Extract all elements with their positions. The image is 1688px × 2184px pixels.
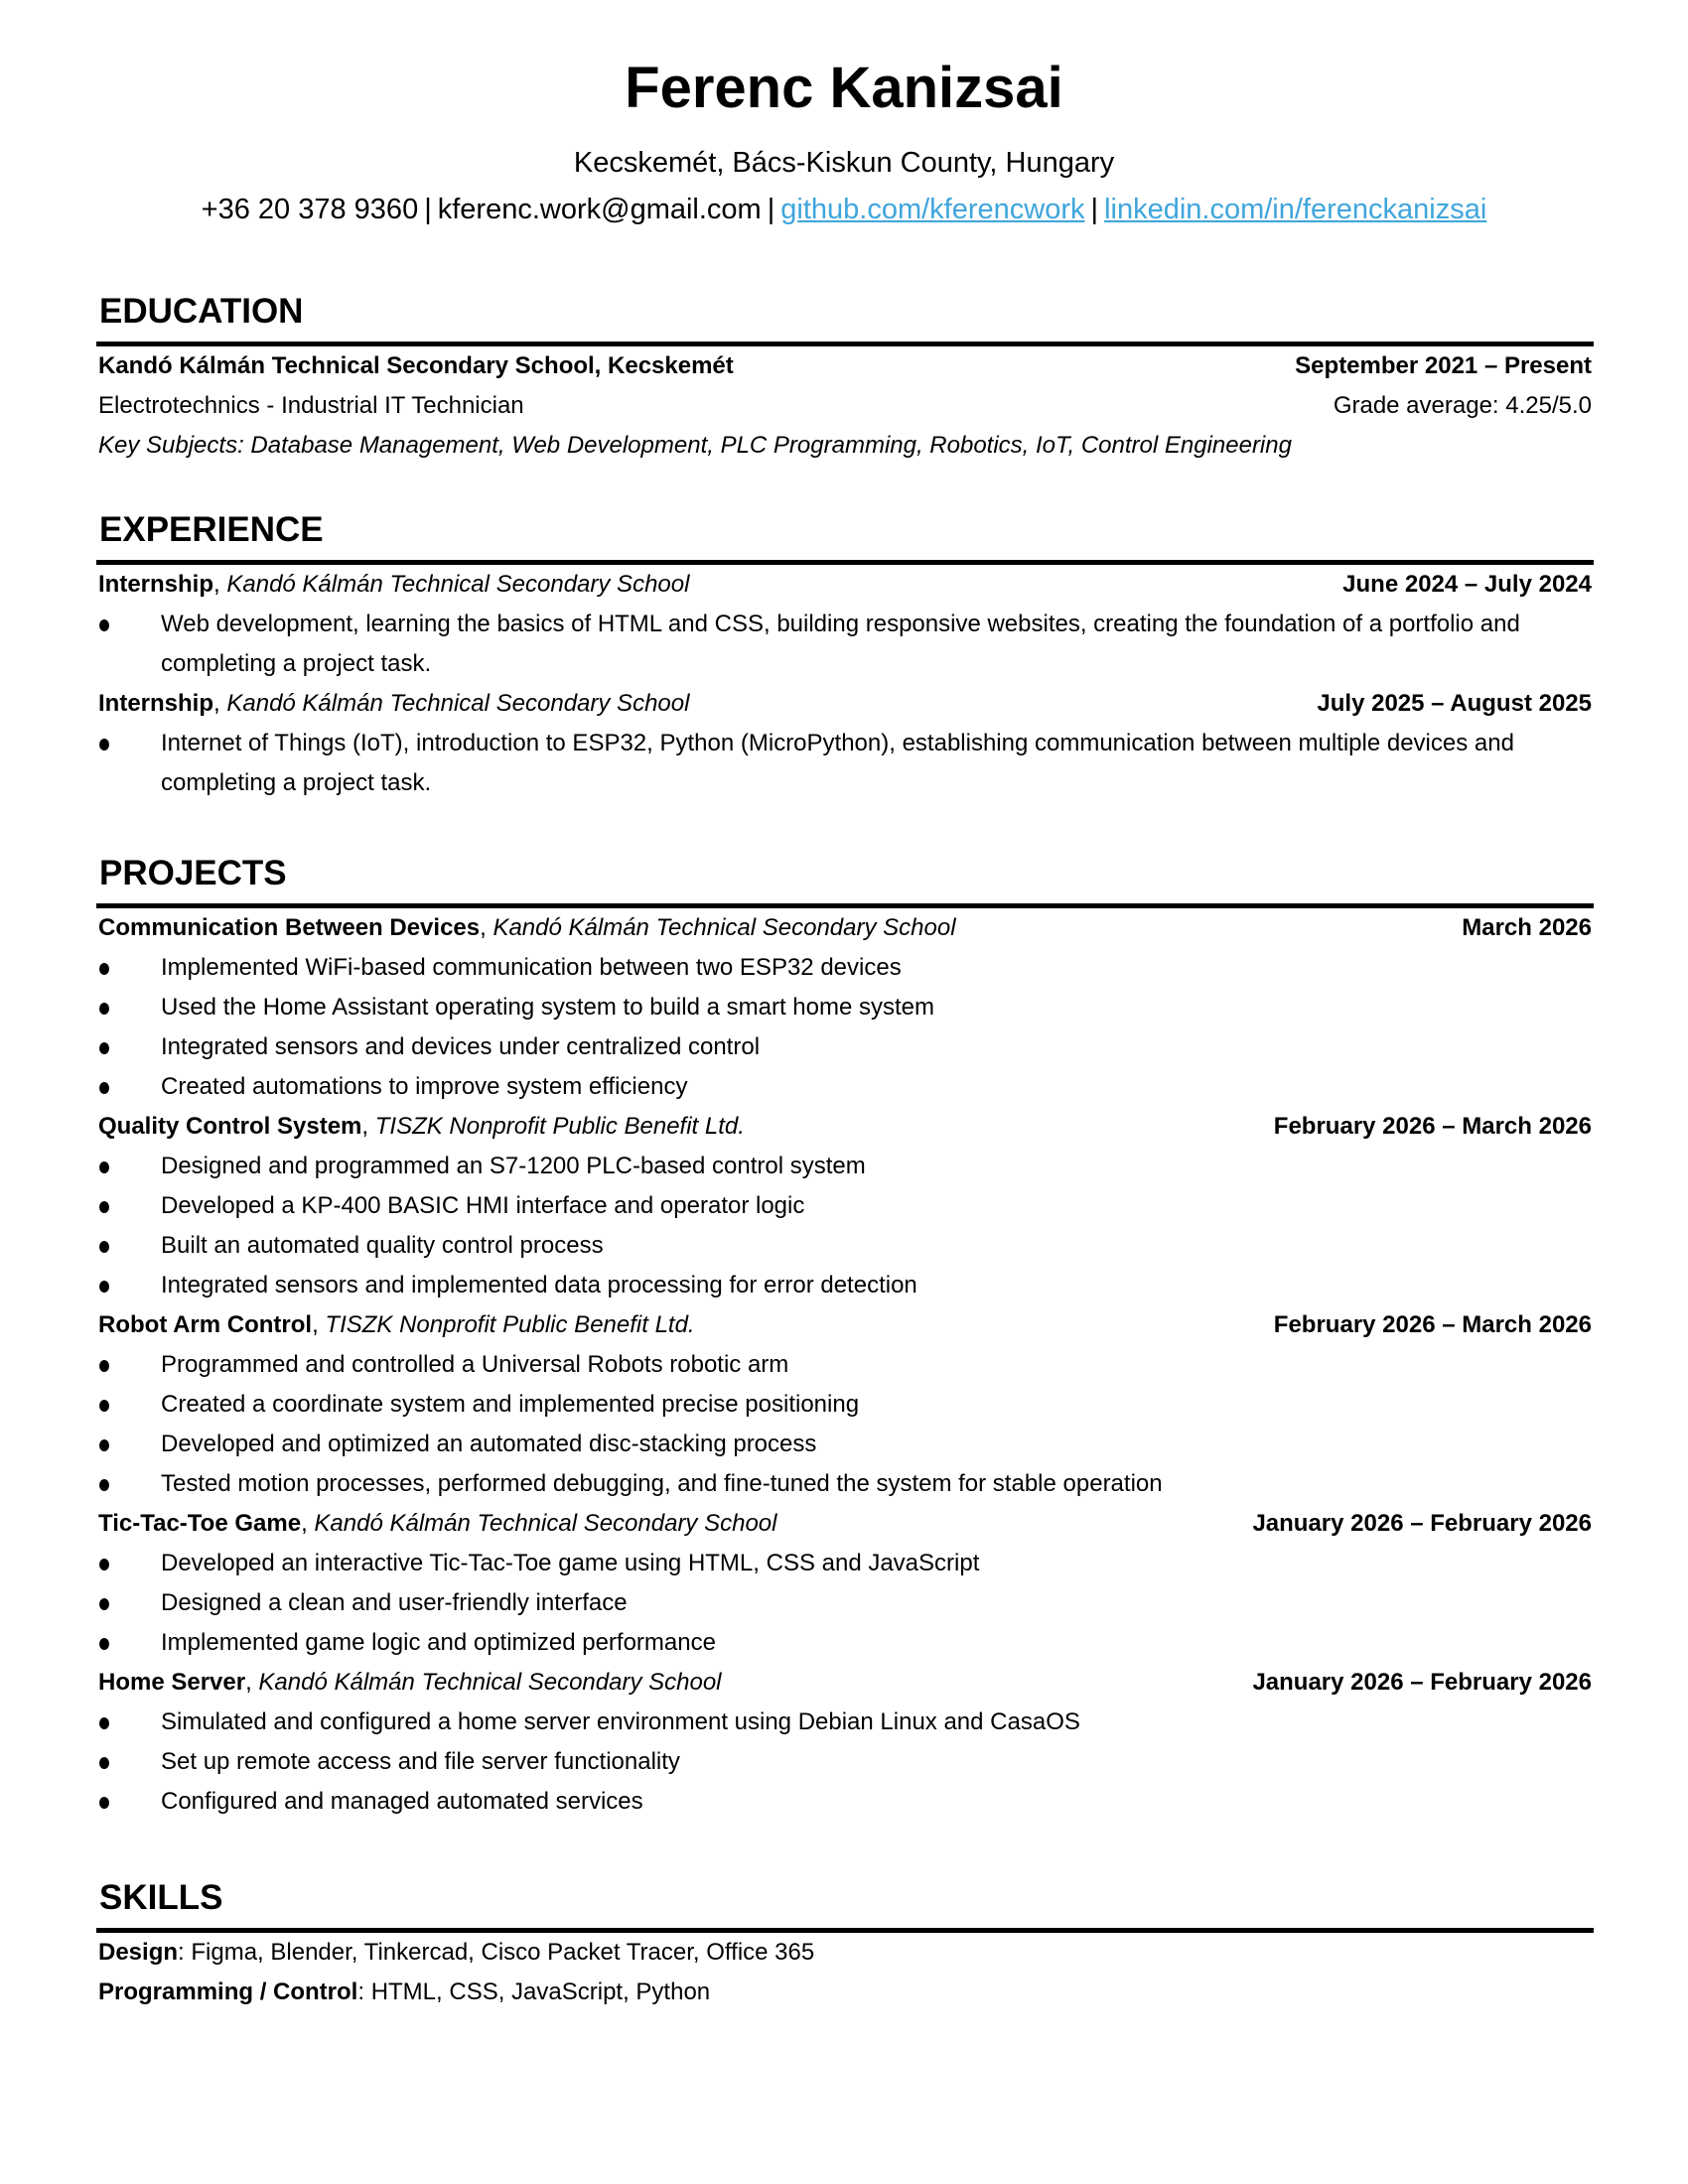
bullet-text: Integrated sensors and implemented data processing for error detection	[161, 1272, 917, 1298]
education-entry-header	[98, 346, 1592, 386]
bullet-text: Tested motion processes, performed debugging, and fine-tuned the system for stable operation	[161, 1470, 1163, 1497]
experience-entry-name: Internship	[98, 571, 214, 598]
comma: ,	[245, 1669, 259, 1696]
project-entry-header	[98, 1663, 1592, 1703]
experience-entry-title	[98, 684, 689, 724]
comma: ,	[480, 914, 493, 941]
bullet-item	[98, 1067, 1592, 1107]
section-title: EDUCATION	[99, 292, 304, 331]
bullet-icon	[99, 739, 109, 751]
project-entry-bullets	[98, 1703, 1592, 1822]
bullet-icon	[99, 963, 109, 975]
colon: :	[357, 1979, 371, 2005]
bullet-text: Used the Home Assistant operating system to build a smart home system	[161, 994, 935, 1021]
bullet-icon	[99, 1400, 109, 1412]
contact-line	[0, 192, 1688, 227]
comma: ,	[312, 1311, 326, 1338]
bullet-icon	[99, 1241, 109, 1253]
project-entry-bullets	[98, 948, 1592, 1107]
bullet-item	[98, 724, 1531, 803]
bullet-icon	[99, 1439, 109, 1451]
bullet-text: Developed and optimized an automated disc-stacking process	[161, 1431, 817, 1457]
bullet-text: Developed an interactive Tic-Tac-Toe game using HTML, CSS and JavaScript	[161, 1550, 980, 1576]
education-dates: September 2021 – Present	[1295, 352, 1592, 379]
bullet-icon	[99, 1717, 109, 1729]
project-entry-dates: January 2026 – February 2026	[1252, 1669, 1592, 1696]
project-entry-name: Tic-Tac-Toe Game	[98, 1510, 302, 1537]
bullet-icon	[99, 1360, 109, 1372]
experience-list	[98, 565, 1592, 803]
bullet-text: Implemented WiFi-based communication between two ESP32 devices	[161, 954, 902, 981]
project-entry-title	[98, 908, 956, 948]
separator: |	[424, 194, 432, 225]
experience-section	[98, 508, 1592, 803]
bullet-item	[98, 948, 1592, 988]
project-entry-name: Quality Control System	[98, 1113, 362, 1140]
comma: ,	[301, 1510, 315, 1537]
bullet-text: Integrated sensors and devices under centralized control	[161, 1033, 761, 1060]
bullet-icon	[99, 1757, 109, 1769]
bullet-icon	[99, 1797, 109, 1809]
skills-section	[98, 1876, 1592, 2012]
bullet-icon	[99, 1042, 109, 1054]
project-entry-organization: TISZK Nonprofit Public Benefit Ltd.	[374, 1113, 745, 1140]
section-title: PROJECTS	[99, 854, 287, 892]
bullet-item	[98, 1226, 1592, 1266]
email: kferenc.work@gmail.com	[437, 194, 762, 225]
bullet-item	[98, 1464, 1592, 1504]
projects-list	[98, 908, 1592, 1822]
bullet-text: Implemented game logic and optimized performance	[161, 1629, 716, 1656]
bullet-item	[98, 1583, 1592, 1623]
bullet-icon	[99, 1638, 109, 1650]
github-link[interactable]: github.com/kferencwork	[780, 194, 1085, 225]
candidate-name: Ferenc Kanizsai	[625, 56, 1063, 120]
bullet-icon	[99, 1559, 109, 1570]
bullet-text: Created a coordinate system and implemented precise positioning	[161, 1391, 860, 1418]
bullet-icon	[99, 1479, 109, 1491]
bullet-icon	[99, 1161, 109, 1173]
skill-row	[98, 1973, 1592, 2012]
skill-category: Programming / Control	[98, 1979, 358, 2005]
comma: ,	[361, 1113, 375, 1140]
project-entry-header	[98, 1305, 1592, 1345]
phone: +36 20 378 9360	[201, 194, 419, 225]
project-entry-header	[98, 1107, 1592, 1147]
experience-entry-organization: Kandó Kálmán Technical Secondary School	[226, 571, 690, 598]
experience-entry-dates: June 2024 – July 2024	[1342, 571, 1592, 598]
project-entry-organization: Kandó Kálmán Technical Secondary School	[492, 914, 956, 941]
experience-entry-dates: July 2025 – August 2025	[1317, 690, 1592, 717]
bullet-text: Configured and managed automated services	[161, 1788, 643, 1815]
project-entry-dates: March 2026	[1462, 914, 1592, 941]
key-subjects-row	[98, 426, 1592, 466]
bullet-item	[98, 605, 1531, 684]
section-title: SKILLS	[99, 1878, 223, 1917]
location: Kecskemét, Bács-Kiskun County, Hungary	[573, 147, 1115, 179]
project-entry-name: Communication Between Devices	[98, 914, 481, 941]
bullet-icon	[99, 1598, 109, 1610]
project-entry-name: Home Server	[98, 1669, 246, 1696]
bullet-item	[98, 1425, 1592, 1464]
bullet-text: Designed and programmed an S7-1200 PLC-based control system	[161, 1153, 866, 1179]
experience-entry-header	[98, 684, 1592, 724]
project-entry-bullets	[98, 1544, 1592, 1663]
bullet-item	[98, 1782, 1592, 1822]
skill-line	[98, 1973, 710, 2012]
experience-entry-name: Internship	[98, 690, 214, 717]
bullet-text: Programmed and controlled a Universal Robots robotic arm	[161, 1351, 789, 1378]
key-subjects: Key Subjects: Database Management, Web Development, PLC Programming, Robotics, IoT, Control Engineering	[98, 432, 1292, 459]
education-section	[98, 290, 1592, 466]
project-entry-header	[98, 908, 1592, 948]
skill-row	[98, 1933, 1592, 1973]
bullet-text: Created automations to improve system efficiency	[161, 1073, 688, 1100]
project-entry-title	[98, 1305, 695, 1345]
projects-section	[98, 852, 1592, 1822]
skill-category: Design	[98, 1939, 179, 1966]
school-name: Kandó Kálmán Technical Secondary School, Kecskemét	[98, 352, 734, 379]
project-entry-title	[98, 1663, 722, 1703]
bullet-item	[98, 1266, 1592, 1305]
separator: |	[767, 194, 775, 225]
bullet-icon	[99, 1003, 109, 1015]
experience-entry-bullets	[98, 605, 1592, 684]
project-entry-organization: TISZK Nonprofit Public Benefit Ltd.	[325, 1311, 695, 1338]
skill-line	[98, 1933, 814, 1973]
bullet-item	[98, 1703, 1592, 1742]
section-title: EXPERIENCE	[99, 510, 324, 549]
skill-values: Figma, Blender, Tinkercad, Cisco Packet Tracer, Office 365	[191, 1939, 815, 1966]
skill-values: HTML, CSS, JavaScript, Python	[370, 1979, 711, 2005]
bullet-icon	[99, 619, 109, 631]
bullet-item	[98, 1623, 1592, 1663]
bullet-icon	[99, 1201, 109, 1213]
bullet-text: Simulated and configured a home server environment using Debian Linux and CasaOS	[161, 1708, 1080, 1735]
experience-entry-bullets	[98, 724, 1592, 803]
bullet-text: Developed a KP-400 BASIC HMI interface and operator logic	[161, 1192, 805, 1219]
bullet-item	[98, 1027, 1592, 1067]
bullet-item	[98, 1186, 1592, 1226]
comma: ,	[213, 690, 227, 717]
experience-entry-header	[98, 565, 1592, 605]
project-entry-name: Robot Arm Control	[98, 1311, 313, 1338]
project-entry-organization: Kandó Kálmán Technical Secondary School	[258, 1669, 722, 1696]
project-entry-bullets	[98, 1147, 1592, 1305]
bullet-text: Designed a clean and user-friendly interface	[161, 1589, 628, 1616]
experience-entry-organization: Kandó Kálmán Technical Secondary School	[226, 690, 690, 717]
project-entry-dates: February 2026 – March 2026	[1273, 1113, 1592, 1140]
project-entry-header	[98, 1504, 1592, 1544]
bullet-text: Set up remote access and file server functionality	[161, 1748, 680, 1775]
bullet-text: Web development, learning the basics of HTML and CSS, building responsive websites, creating the foundation of a portfolio and completing a project task.	[161, 611, 1520, 677]
bullet-item	[98, 1544, 1592, 1583]
comma: ,	[213, 571, 227, 598]
education-program-row	[98, 386, 1592, 426]
separator: |	[1090, 194, 1099, 225]
bullet-item	[98, 1742, 1592, 1782]
bullet-item	[98, 988, 1592, 1027]
program-name: Electrotechnics - Industrial IT Technician	[98, 392, 524, 419]
grade-average: Grade average: 4.25/5.0	[1333, 392, 1592, 419]
bullet-item	[98, 1385, 1592, 1425]
project-entry-title	[98, 1107, 745, 1147]
project-entry-organization: Kandó Kálmán Technical Secondary School	[314, 1510, 777, 1537]
bullet-text: Internet of Things (IoT), introduction to ESP32, Python (MicroPython), establishing communication between multiple devices and completing a project task.	[161, 730, 1514, 796]
bullet-item	[98, 1345, 1592, 1385]
project-entry-title	[98, 1504, 776, 1544]
bullet-icon	[99, 1082, 109, 1094]
project-entry-bullets	[98, 1345, 1592, 1504]
linkedin-link[interactable]: linkedin.com/in/ferenckanizsai	[1104, 194, 1487, 225]
project-entry-dates: February 2026 – March 2026	[1273, 1311, 1592, 1338]
experience-entry-title	[98, 565, 689, 605]
bullet-item	[98, 1147, 1592, 1186]
skills-list	[98, 1933, 1592, 2012]
bullet-text: Built an automated quality control process	[161, 1232, 604, 1259]
colon: :	[178, 1939, 192, 1966]
project-entry-dates: January 2026 – February 2026	[1252, 1510, 1592, 1537]
bullet-icon	[99, 1281, 109, 1293]
